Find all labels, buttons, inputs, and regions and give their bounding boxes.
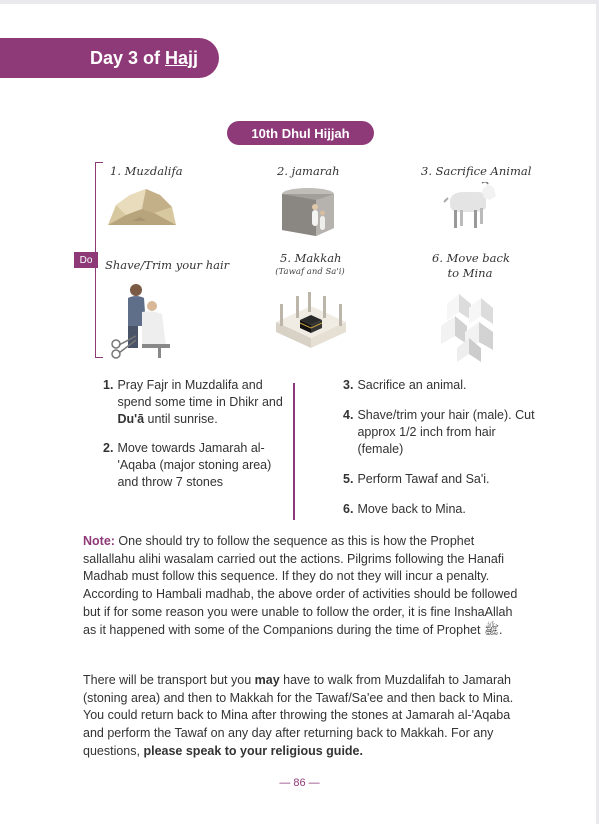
step-label-makkah: 5. Makkah [280,251,342,265]
list-item-number: 1. [103,378,114,392]
note-label: Note: [83,534,115,548]
tents-icon [437,292,501,362]
page-title-hajj: Hajj [165,47,199,68]
barber-icon [106,282,178,360]
kaaba-icon [272,292,350,352]
page-title-banner [0,38,219,78]
list-item-number: 2. [103,441,114,455]
step-label-shave: Shave/Trim your hair [105,258,230,272]
list-item-bold: Du'ā [117,412,145,426]
step-label-mina-2: to Mina [447,266,493,280]
do-tag: Do [74,252,98,268]
list-item-number: 3. [343,378,354,392]
step-label-jamarah: 2. jamarah [277,164,340,178]
stones-icon [106,185,178,231]
note-text: One should try to follow the sequence as this is how the Prophet sallallahu alihi wasalam carried out the actions. Pilgrims following the Hanafi Madhab must follow this sequence. If they do not they will incur a penalty. According to Hambali madhab, the above order of activities should be followed but if for some reason you were unable to follow the order, it is fine InshaAllah as it happened with some of the Companions during the time of Prophet ﷺ. [83,534,518,637]
step-sublabel-makkah: (Tawaf and Sa'i) [275,267,345,277]
paragraph-text: There will be transport but you [83,673,255,687]
goat-icon [442,182,498,232]
list-item-text: Perform Tawaf and Sa'i. [357,472,490,486]
page-title: Day 3 of [90,47,161,68]
steps-list-left [103,377,283,503]
list-item [343,471,543,488]
step-label-muzdalifa: 1. Muzdalifa [110,164,183,178]
list-item-text: Move back to Mina. [357,502,466,516]
paragraph-bold: may [254,673,280,687]
jamarah-pillar-icon [276,182,336,242]
list-item [343,377,543,394]
steps-list-right [343,377,543,531]
list-item [343,501,543,518]
list-item [103,377,283,428]
note-paragraph [83,533,523,639]
list-item [343,407,543,458]
page-number: — 86 — [279,777,320,789]
step-label-mina-1: 6. Move back [432,251,510,265]
list-item-text: Shave/trim your hair (male). Cut approx 1/2 inch from hair (female) [357,408,535,456]
list-item [103,440,283,491]
step-label-sacrifice: 3. Sacrifice Animal [421,164,532,178]
page-frame-top [0,0,599,4]
list-item-number: 5. [343,472,354,486]
list-item-number: 6. [343,502,354,516]
paragraph-bold-end: please speak to your religious guide. [143,743,363,758]
list-item-text: Sacrifice an animal. [357,378,467,392]
list-item-number: 4. [343,408,354,422]
list-item-text: Pray Fajr in Muzdalifa and spend some time in Dhikr and [117,378,283,409]
list-item-text-end: until sunrise. [144,412,218,426]
column-divider [293,383,295,520]
list-item-text: Move towards Jamarah al-'Aqaba (major stoning area) and throw 7 stones [117,441,272,489]
date-pill: 10th Dhul Hijjah [227,121,374,145]
transport-paragraph [83,672,523,761]
paragraph-text-cont: have to walk from Muzdalifah to Jamarah (stoning area) and then to Makkah for the Tawaf/Sa'ee and then back to Mina. You could return back to Mina after throwing the stones at Jamarah al-'Aqaba and perform the Tawaf on any day after returning back to Makkah. For any questions, [83,673,514,758]
